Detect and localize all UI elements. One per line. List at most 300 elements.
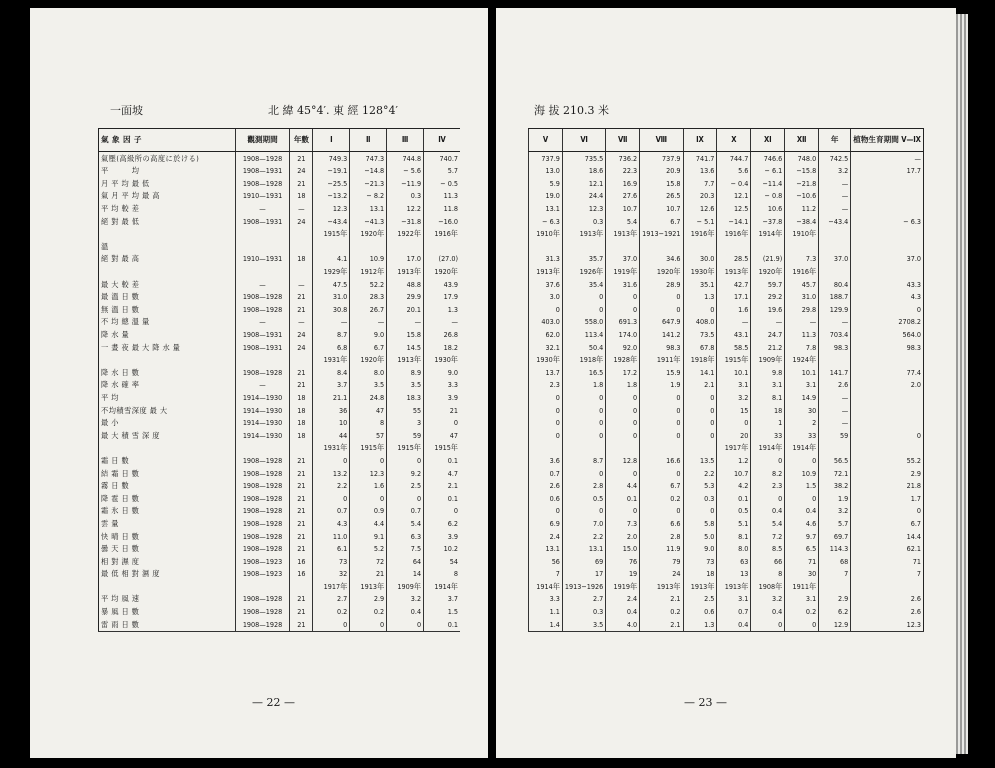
table-cell: 17.2 [606, 366, 640, 379]
table-cell: 0 [313, 618, 350, 631]
table-cell: 21.2 [751, 341, 785, 354]
table-cell: 0 [751, 618, 785, 631]
table-cell: 1911年 [785, 580, 819, 593]
table-cell: 2.9 [350, 593, 387, 606]
table-cell: 17.7 [851, 165, 924, 178]
table-cell: — [819, 316, 851, 329]
table-cell: 11.3 [424, 190, 460, 203]
observation-years: 21 [290, 454, 313, 467]
right-column-header: Ⅴ [529, 129, 563, 152]
row-label: 降 水 確 率 [99, 379, 236, 392]
observation-years: 21 [290, 366, 313, 379]
table-cell: 29.8 [785, 303, 819, 316]
table-cell: 9.0 [424, 366, 460, 379]
table-cell: 6.7 [350, 341, 387, 354]
table-cell: 1.6 [717, 303, 751, 316]
table-row [529, 165, 924, 178]
table-cell: 28.3 [350, 291, 387, 304]
table-cell: 27.6 [606, 190, 640, 203]
table-cell: 3.1 [717, 593, 751, 606]
table-cell: 12.3 [851, 618, 924, 631]
table-cell: 3.2 [717, 391, 751, 404]
table-cell: 1930年 [424, 354, 460, 367]
table-cell: — [751, 316, 785, 329]
table-cell: — [819, 404, 851, 417]
row-label: 絕 對 最 低 [99, 215, 236, 228]
table-row [529, 265, 924, 278]
table-cell: 32 [313, 568, 350, 581]
table-row [99, 467, 461, 480]
table-cell: 79 [640, 555, 683, 568]
table-cell: 6.7 [640, 215, 683, 228]
table-row [99, 492, 461, 505]
table-cell: — [851, 152, 924, 165]
table-cell: 2.0 [606, 530, 640, 543]
table-cell: 12.2 [387, 202, 424, 215]
row-label: 暴 風 日 數 [99, 605, 236, 618]
table-cell [819, 228, 851, 241]
table-row [529, 240, 924, 253]
table-cell: 6.1 [313, 542, 350, 555]
table-cell: — [717, 316, 751, 329]
table-cell: 2.3 [751, 479, 785, 492]
right-column-header: Ⅹ [717, 129, 751, 152]
observation-period: 1908—1928 [235, 593, 290, 606]
table-cell: 32.1 [529, 341, 563, 354]
table-cell: 0.2 [640, 605, 683, 618]
table-cell: 4.4 [606, 479, 640, 492]
table-cell: −13.2 [313, 190, 350, 203]
table-cell: 0 [683, 429, 717, 442]
table-cell: 1.1 [529, 605, 563, 618]
row-label: 平 均 [99, 391, 236, 404]
table-cell: 0 [529, 416, 563, 429]
table-cell: 10 [313, 416, 350, 429]
table-cell: 5.8 [683, 517, 717, 530]
observation-period: 1908—1928 [235, 291, 290, 304]
table-cell: 2.1 [640, 593, 683, 606]
table-row [529, 341, 924, 354]
table-cell: − 5.6 [387, 165, 424, 178]
table-cell: 0 [562, 505, 605, 518]
row-label: 霜 日 數 [99, 454, 236, 467]
table-cell: 20.3 [683, 190, 717, 203]
table-cell: 59.7 [751, 278, 785, 291]
observation-period [235, 265, 290, 278]
table-cell: 0 [313, 492, 350, 505]
table-cell: 0.7 [529, 467, 563, 480]
table-row [529, 215, 924, 228]
table-cell: 71 [785, 555, 819, 568]
table-cell: 73.5 [683, 328, 717, 341]
right-page [496, 8, 956, 758]
table-cell: 1917年 [313, 580, 350, 593]
table-row [99, 265, 461, 278]
table-cell: 3.9 [424, 391, 460, 404]
table-cell: 37.0 [606, 253, 640, 266]
table-cell: 1.4 [529, 618, 563, 631]
table-cell: 10.7 [606, 202, 640, 215]
observation-period: 1908—1928 [235, 605, 290, 618]
table-cell: 10.1 [785, 366, 819, 379]
table-cell: 3.1 [751, 379, 785, 392]
table-cell: 1917年 [717, 442, 751, 455]
table-cell: 1919年 [606, 580, 640, 593]
table-row [99, 354, 461, 367]
table-cell: 3.5 [350, 379, 387, 392]
row-label: 溫 [99, 240, 236, 253]
table-cell: 7 [529, 568, 563, 581]
table-cell: 57 [350, 429, 387, 442]
table-cell: 12.1 [717, 190, 751, 203]
table-cell: 0 [640, 291, 683, 304]
table-cell: — [350, 316, 387, 329]
observation-period [235, 228, 290, 241]
table-cell: 18 [751, 404, 785, 417]
table-row [529, 505, 924, 518]
table-cell: 3.7 [424, 593, 460, 606]
table-cell: 0 [683, 416, 717, 429]
table-cell: 1928年 [606, 354, 640, 367]
table-cell: 11.3 [785, 328, 819, 341]
table-cell: 10.7 [640, 202, 683, 215]
row-label [99, 442, 236, 455]
table-cell: 1.5 [424, 605, 460, 618]
table-row [529, 379, 924, 392]
row-label: 降 雹 日 數 [99, 492, 236, 505]
table-cell: 2.7 [562, 593, 605, 606]
table-cell: 0 [606, 391, 640, 404]
table-cell: 30.8 [313, 303, 350, 316]
table-cell: 3.6 [529, 454, 563, 467]
table-cell [529, 240, 563, 253]
table-cell: 59 [819, 429, 851, 442]
table-cell: 0 [562, 429, 605, 442]
row-label: 無 溫 日 數 [99, 303, 236, 316]
observation-years: 21 [290, 379, 313, 392]
table-cell: −38.4 [785, 215, 819, 228]
table-cell: 0 [606, 429, 640, 442]
table-cell: — [424, 316, 460, 329]
table-cell: 4.0 [606, 618, 640, 631]
table-cell: 1913年 [717, 580, 751, 593]
table-cell: 20 [717, 429, 751, 442]
table-cell: 17.9 [424, 291, 460, 304]
table-cell: 19 [606, 568, 640, 581]
table-cell: 0.1 [606, 492, 640, 505]
observation-period: 1908—1928 [235, 303, 290, 316]
table-cell: −21.3 [350, 177, 387, 190]
table-row [529, 404, 924, 417]
table-cell: 43.9 [424, 278, 460, 291]
table-cell [851, 354, 924, 367]
table-cell: 6.7 [851, 517, 924, 530]
observation-period: 1908—1928 [235, 152, 290, 165]
table-cell: 0 [562, 291, 605, 304]
table-cell: 22.3 [606, 165, 640, 178]
table-cell: 1.8 [562, 379, 605, 392]
table-cell: 0.4 [751, 505, 785, 518]
observation-years [290, 442, 313, 455]
table-cell: 5.1 [717, 517, 751, 530]
table-cell: 403.0 [529, 316, 563, 329]
table-cell: 3.1 [785, 593, 819, 606]
table-cell: 69.7 [819, 530, 851, 543]
observation-years: 24 [290, 328, 313, 341]
table-cell: 5.4 [387, 517, 424, 530]
table-cell: 6.2 [819, 605, 851, 618]
table-cell: 0 [606, 303, 640, 316]
table-row [529, 291, 924, 304]
table-cell: 3.1 [717, 379, 751, 392]
table-cell: 10.7 [717, 467, 751, 480]
table-cell: 744.8 [387, 152, 424, 165]
table-cell: 35.7 [562, 253, 605, 266]
table-cell: 3.5 [562, 618, 605, 631]
table-cell [851, 404, 924, 417]
table-cell: — [819, 202, 851, 215]
table-cell: 62.0 [529, 328, 563, 341]
table-cell: 129.9 [819, 303, 851, 316]
left-column-header: 氣 象 因 子 [99, 129, 236, 152]
table-cell: 21 [350, 568, 387, 581]
table-cell [562, 240, 605, 253]
table-row [529, 593, 924, 606]
table-cell: 13.1 [529, 542, 563, 555]
observation-period: 1908—1928 [235, 542, 290, 555]
table-cell: 744.7 [717, 152, 751, 165]
table-cell: 3.9 [424, 530, 460, 543]
observation-years: 21 [290, 177, 313, 190]
table-cell: 1916年 [785, 265, 819, 278]
table-cell: 14.5 [387, 341, 424, 354]
table-cell: 6.8 [313, 341, 350, 354]
table-cell: 72 [350, 555, 387, 568]
table-row [99, 542, 461, 555]
table-cell: 30 [785, 568, 819, 581]
table-cell: 26.5 [640, 190, 683, 203]
table-cell: 0 [529, 429, 563, 442]
table-cell: 31.3 [529, 253, 563, 266]
table-cell: 73 [313, 555, 350, 568]
table-cell: 8.0 [717, 542, 751, 555]
table-cell: 1913年 [717, 265, 751, 278]
table-cell: 5.6 [717, 165, 751, 178]
observation-years: 24 [290, 215, 313, 228]
table-cell: 5.4 [606, 215, 640, 228]
table-cell: 188.7 [819, 291, 851, 304]
right-column-header: Ⅺ [751, 129, 785, 152]
row-label: 降 水 日 數 [99, 366, 236, 379]
table-cell: 11.8 [424, 202, 460, 215]
table-cell [606, 240, 640, 253]
table-cell: 0.1 [717, 492, 751, 505]
table-cell: 3.2 [819, 505, 851, 518]
row-label: 最 低 相 對 濕 度 [99, 568, 236, 581]
table-row [99, 240, 461, 253]
table-cell: 0 [606, 467, 640, 480]
table-cell: 21.8 [851, 479, 924, 492]
table-cell: 47 [350, 404, 387, 417]
observation-years [290, 240, 313, 253]
table-row [529, 190, 924, 203]
table-cell: 0 [387, 492, 424, 505]
table-row [529, 253, 924, 266]
table-cell: 24 [640, 568, 683, 581]
table-cell: 141.7 [819, 366, 851, 379]
table-cell: 64 [387, 555, 424, 568]
table-cell: 3.2 [751, 593, 785, 606]
observation-years [290, 354, 313, 367]
table-cell: 5.9 [529, 177, 563, 190]
table-cell: 14.4 [851, 530, 924, 543]
table-cell: 76 [606, 555, 640, 568]
observation-years: 16 [290, 555, 313, 568]
table-row [529, 354, 924, 367]
table-cell: 15.9 [640, 366, 683, 379]
table-cell: 0.9 [350, 505, 387, 518]
table-row [529, 492, 924, 505]
table-cell: 1918年 [683, 354, 717, 367]
table-cell: 14.9 [785, 391, 819, 404]
observation-years: 21 [290, 505, 313, 518]
observation-period: 1908—1931 [235, 215, 290, 228]
table-cell: 1.2 [717, 454, 751, 467]
table-cell: −41.3 [350, 215, 387, 228]
table-cell: 18.3 [387, 391, 424, 404]
table-cell: 0 [529, 303, 563, 316]
observation-years [290, 580, 313, 593]
table-cell: 1926年 [562, 265, 605, 278]
right-header-altitude: 海 拔 210.3 米 [534, 104, 609, 117]
table-cell: — [387, 316, 424, 329]
table-cell: 5.4 [751, 517, 785, 530]
table-cell: 1931年 [313, 354, 350, 367]
table-cell: — [785, 316, 819, 329]
observation-years [290, 265, 313, 278]
table-cell [819, 240, 851, 253]
table-row [99, 165, 461, 178]
row-label: 降 水 量 [99, 328, 236, 341]
table-cell: 52.2 [350, 278, 387, 291]
table-cell: 0 [640, 391, 683, 404]
table-cell: 1.5 [785, 479, 819, 492]
observation-period: 1908—1928 [235, 454, 290, 467]
table-cell [424, 240, 460, 253]
observation-period: 1908—1928 [235, 467, 290, 480]
table-row [529, 328, 924, 341]
table-cell: 1913年 [387, 265, 424, 278]
table-cell: 0 [683, 404, 717, 417]
table-cell: 1913年 [640, 580, 683, 593]
observation-period [235, 580, 290, 593]
table-cell: 13 [717, 568, 751, 581]
table-cell: 1.6 [350, 479, 387, 492]
table-cell: 34.6 [640, 253, 683, 266]
table-cell: 1920年 [751, 265, 785, 278]
table-cell: −11.4 [751, 177, 785, 190]
row-label: 一 晝 夜 最 大 降 水 量 [99, 341, 236, 354]
table-cell: 50.4 [562, 341, 605, 354]
table-cell: 18.6 [562, 165, 605, 178]
left-column-header: Ⅱ [350, 129, 387, 152]
observation-period: 1908—1928 [235, 366, 290, 379]
table-cell: 9.1 [350, 530, 387, 543]
table-cell: 4.2 [717, 479, 751, 492]
table-cell: 8.7 [562, 454, 605, 467]
table-cell: 1913年 [350, 580, 387, 593]
table-cell: 13.0 [529, 165, 563, 178]
table-cell: 15.8 [640, 177, 683, 190]
table-cell: 8.9 [387, 366, 424, 379]
table-cell: 19.0 [529, 190, 563, 203]
table-row [99, 454, 461, 467]
observation-period: 1908—1928 [235, 505, 290, 518]
table-cell: 5.7 [819, 517, 851, 530]
table-cell: 1915年 [387, 442, 424, 455]
table-cell: 2.1 [640, 618, 683, 631]
table-cell: 0 [424, 416, 460, 429]
table-cell: −37.8 [751, 215, 785, 228]
table-cell: 15.8 [387, 328, 424, 341]
table-cell: 0 [350, 492, 387, 505]
table-cell: 14.1 [683, 366, 717, 379]
table-cell: 0 [640, 467, 683, 480]
table-cell: 0.4 [785, 505, 819, 518]
left-page-number: — 22 — [252, 696, 295, 709]
table-cell: 37.0 [819, 253, 851, 266]
table-cell [851, 416, 924, 429]
table-row [529, 228, 924, 241]
table-cell: 13.1 [350, 202, 387, 215]
table-cell: 4.3 [313, 517, 350, 530]
table-cell: 0 [606, 505, 640, 518]
table-cell [640, 442, 683, 455]
table-row [529, 442, 924, 455]
table-cell: 748.0 [785, 152, 819, 165]
right-column-header: Ⅻ [785, 129, 819, 152]
table-cell: 0.1 [424, 454, 460, 467]
observation-period: 1908—1928 [235, 517, 290, 530]
observation-years: 21 [290, 467, 313, 480]
table-cell: 1908年 [751, 580, 785, 593]
climate-table-right [528, 128, 924, 632]
table-cell: 7 [819, 568, 851, 581]
table-cell: 1920年 [424, 265, 460, 278]
table-cell: 2.8 [640, 530, 683, 543]
table-cell: 2.9 [851, 467, 924, 480]
left-header-coordinates: 北 緯 45°4′. 東 經 128°4′ [268, 104, 398, 117]
table-cell: 16.6 [640, 454, 683, 467]
table-cell: 6.3 [387, 530, 424, 543]
table-cell: 0 [851, 429, 924, 442]
table-cell: 742.5 [819, 152, 851, 165]
table-cell: 0.7 [313, 505, 350, 518]
table-cell: 10.9 [785, 467, 819, 480]
table-cell: 1920年 [350, 354, 387, 367]
observation-years: — [290, 316, 313, 329]
table-cell: 3.0 [529, 291, 563, 304]
table-cell: 11.9 [640, 542, 683, 555]
table-cell: 59 [387, 429, 424, 442]
table-cell: 37.6 [529, 278, 563, 291]
table-cell: 7 [851, 568, 924, 581]
table-row [99, 404, 461, 417]
table-row [99, 568, 461, 581]
table-row [529, 479, 924, 492]
table-cell: 55 [387, 404, 424, 417]
table-cell: 13.1 [529, 202, 563, 215]
